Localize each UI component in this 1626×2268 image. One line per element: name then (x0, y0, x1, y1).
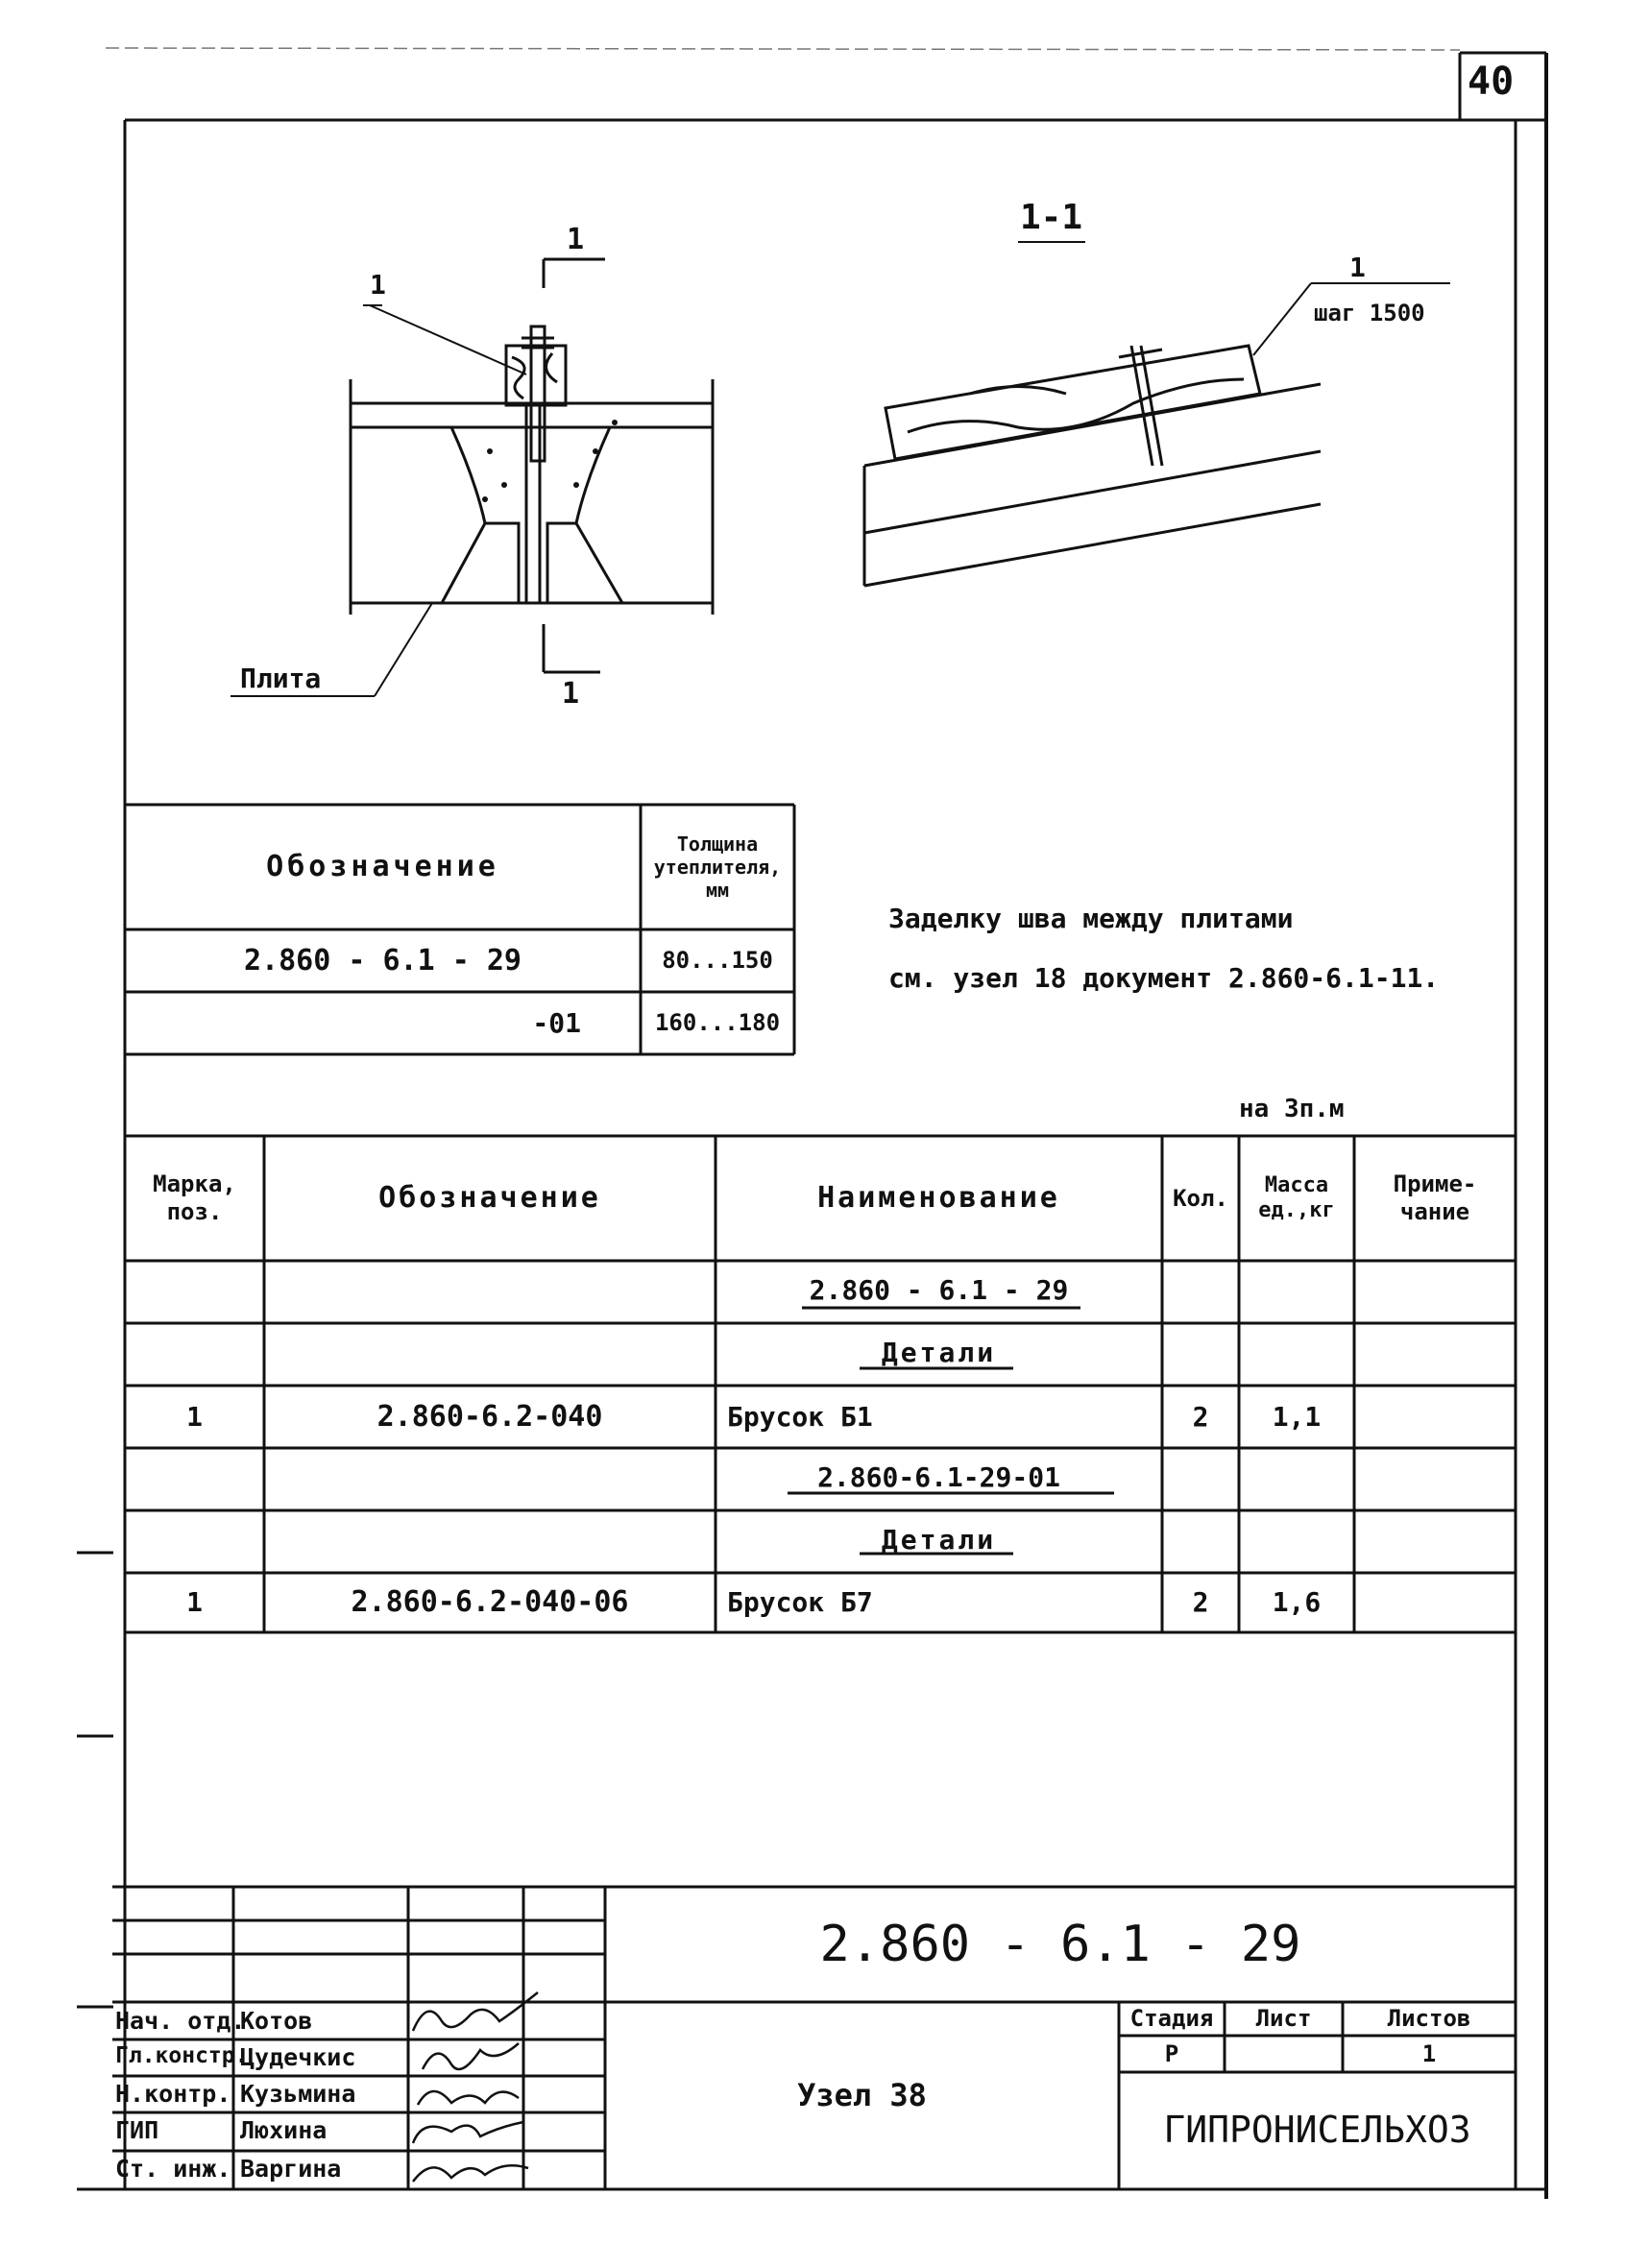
variant-designation: -01 (532, 1006, 581, 1039)
plan-position-mark: 1 (370, 269, 386, 301)
sheets-label: Листов (1387, 2005, 1471, 2033)
spec-row-mark: 1 (186, 1586, 203, 1619)
variant-thickness: 80...150 (662, 947, 773, 975)
organization: ГИПРОНИСЕЛЬХОЗ (1163, 2109, 1471, 2152)
sheets-value: 1 (1421, 2039, 1437, 2067)
section-title: 1-1 (1020, 198, 1083, 237)
variants-header-thickness: Толщина утеплителя, мм (653, 832, 782, 902)
spec-unit-note: на 3п.м (1239, 1095, 1345, 1123)
spec-row-qty: 2 (1192, 1586, 1209, 1619)
signatory-role: Ст. инж. (115, 2155, 231, 2183)
spec-row-qty: 2 (1192, 1400, 1209, 1433)
signatory-role: Гл.констр. (115, 2043, 249, 2068)
spec-row-mass: 1,6 (1272, 1586, 1322, 1619)
spec-row-designation: 2.860-6.2-040 (376, 1399, 603, 1434)
spec-row-name: Детали (881, 1337, 997, 1369)
spec-header-name: Наименование (817, 1181, 1060, 1215)
document-code: 2.860 - 6.1 - 29 (819, 1915, 1301, 1973)
signature-kotov (413, 1992, 538, 2031)
signatory-name: Цудечкис (240, 2043, 356, 2071)
signatory-name: Кузьмина (240, 2080, 356, 2108)
spec-row-name: 2.860 - 6.1 - 29 (809, 1274, 1069, 1307)
variants-header-designation: Обозначение (266, 850, 499, 883)
signature-lyukhina (413, 2122, 523, 2143)
signatory-role: Нач. отд. (115, 2007, 246, 2035)
stage-label: Стадия (1129, 2005, 1214, 2033)
spec-header-designation: Обозначение (378, 1181, 601, 1215)
stage-value: Р (1164, 2039, 1179, 2067)
signatory-name: Варгина (240, 2155, 342, 2183)
sheet-label: Лист (1255, 2005, 1312, 2033)
spec-row-mass: 1,1 (1272, 1400, 1322, 1433)
variant-designation: 2.860 - 6.1 - 29 (244, 943, 522, 977)
signature-kuzmina (418, 2091, 519, 2105)
spec-row-name: 2.860-6.1-29-01 (817, 1461, 1060, 1494)
spec-row-name: Детали (881, 1524, 997, 1556)
signature-vargina (413, 2165, 528, 2182)
note-line-2: см. узел 18 документ 2.860-6.1-11. (888, 962, 1440, 994)
variant-thickness: 160...180 (654, 1009, 781, 1037)
spec-header-mark: Марка, поз. (153, 1170, 236, 1225)
plate-label: Плита (240, 663, 322, 694)
section-step: шаг 1500 (1314, 300, 1425, 326)
spec-header-mass: Масса ед.,кг (1258, 1172, 1335, 1222)
spec-header-note: Приме- чание (1393, 1170, 1477, 1225)
signatory-role: Н.контр. (115, 2080, 231, 2108)
spec-header-qty: Кол. (1173, 1184, 1228, 1212)
note-line-1: Заделку шва между плитами (888, 903, 1294, 934)
spec-row-designation: 2.860-6.2-040-06 (351, 1585, 629, 1619)
signature-tsudechkis (423, 2043, 519, 2069)
plan-section-mark-bottom: 1 (562, 677, 580, 711)
signatory-name: Котов (240, 2007, 313, 2035)
spec-row-mark: 1 (186, 1400, 203, 1433)
sheet-number: 40 (1468, 60, 1515, 104)
plan-section-mark: 1 (567, 223, 585, 256)
section-position-mark: 1 (1349, 252, 1366, 283)
spec-row-name: Брусок Б7 (727, 1586, 873, 1619)
spec-row-name: Брусок Б1 (727, 1400, 873, 1433)
signatory-name: Люхина (240, 2116, 328, 2144)
sheet-title: Узел 38 (797, 2077, 927, 2114)
signatory-role: ГИП (115, 2116, 159, 2144)
